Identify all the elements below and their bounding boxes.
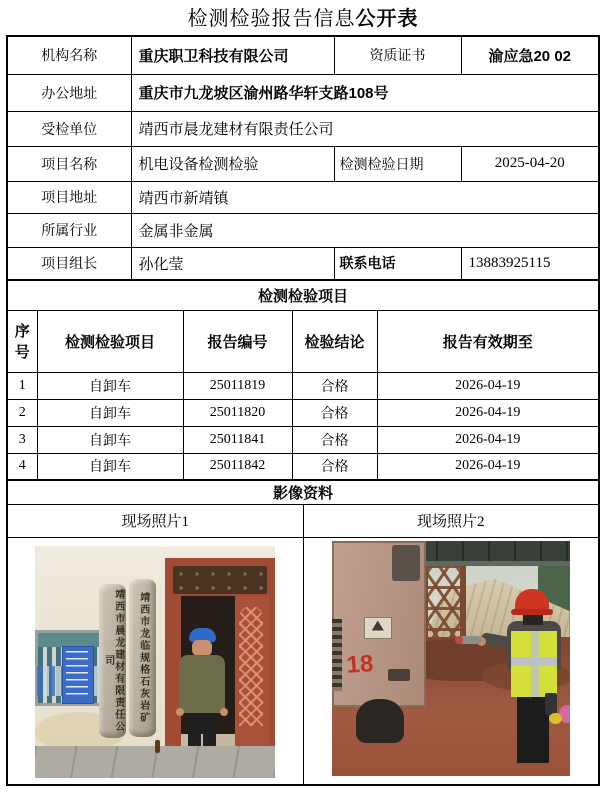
dump-truck xyxy=(332,541,426,746)
info-table xyxy=(6,35,600,281)
industry-label: 所属行业 xyxy=(7,213,131,247)
project-leader-value: 孙化莹 xyxy=(131,247,334,280)
mine-sign-board xyxy=(129,579,156,737)
valid-until-cell: 2026-04-19 xyxy=(377,426,599,453)
project-address-label: 项目地址 xyxy=(7,181,131,213)
hair xyxy=(523,615,543,625)
black-pants xyxy=(517,697,549,763)
truck-number: 18 xyxy=(345,649,374,679)
page-title-suffix: 公开表 xyxy=(355,8,419,30)
conclusion-cell: 合格 xyxy=(292,426,377,453)
info-row-org xyxy=(7,36,599,74)
office-address-value: 重庆市九龙坡区渝州路华轩支路108号 xyxy=(131,74,599,111)
company-sign-text: 靖西市晨龙建材有限责任公司 xyxy=(102,588,124,733)
photo1-label: 现场照片1 xyxy=(7,504,303,537)
info-row-industry xyxy=(7,213,599,247)
col-valid-until: 报告有效期至 xyxy=(377,310,599,372)
truck-logo-triangle xyxy=(372,621,384,631)
industry-value: 金属非金属 xyxy=(131,213,599,247)
bottle xyxy=(155,740,160,753)
info-row-leader xyxy=(7,247,599,280)
contact-phone-value: 13883925115 xyxy=(461,247,599,280)
project-name-label: 项目名称 xyxy=(7,146,131,181)
media-section-header-row xyxy=(7,480,599,504)
item-row-2 xyxy=(7,399,599,426)
info-row-project-address xyxy=(7,181,599,213)
valid-until-cell: 2026-04-19 xyxy=(377,453,599,480)
worker-figure xyxy=(505,589,570,759)
photo-row xyxy=(7,537,599,785)
col-seq: 序号 xyxy=(7,310,37,372)
seq-cell: 3 xyxy=(7,426,37,453)
truck-badge xyxy=(364,617,392,639)
inspected-unit-value: 靖西市晨龙建材有限责任公司 xyxy=(131,111,599,146)
site-photo-1 xyxy=(35,546,275,778)
media-table xyxy=(6,479,600,786)
item-cell: 自卸车 xyxy=(37,372,183,399)
org-name-label: 机构名称 xyxy=(7,36,131,74)
hi-vis-vest xyxy=(511,631,557,697)
col-item: 检测检验项目 xyxy=(37,310,183,372)
item-row-3 xyxy=(7,426,599,453)
report-no-cell: 25011820 xyxy=(183,399,292,426)
info-row-inspected-unit xyxy=(7,111,599,146)
seq-cell: 2 xyxy=(7,399,37,426)
info-row-project-name xyxy=(7,146,599,181)
vest-stripe xyxy=(531,631,539,697)
inspection-date-value: 2025-04-20 xyxy=(461,146,599,181)
report-no-cell: 25011842 xyxy=(183,453,292,480)
conclusion-cell: 合格 xyxy=(292,453,377,480)
col-report-no: 报告编号 xyxy=(183,310,292,372)
project-address-value: 靖西市新靖镇 xyxy=(131,181,599,213)
item-cell: 自卸车 xyxy=(37,453,183,480)
media-section-header: 影像资料 xyxy=(7,480,599,504)
truck-handle xyxy=(388,669,410,681)
project-name-value: 机电设备检测检验 xyxy=(131,146,334,181)
hand xyxy=(220,708,228,716)
conclusion-cell: 合格 xyxy=(292,372,377,399)
items-table xyxy=(6,279,600,481)
truck-cab-window xyxy=(392,545,420,581)
items-section-header: 检测检验项目 xyxy=(7,280,599,310)
notice-board-text-lines xyxy=(66,651,88,697)
seq-cell: 4 xyxy=(7,453,37,480)
photo-label-row xyxy=(7,504,599,537)
conclusion-cell: 合格 xyxy=(292,399,377,426)
door-lintel xyxy=(173,566,267,594)
report-no-cell: 25011819 xyxy=(183,372,292,399)
face xyxy=(192,640,212,656)
item-cell: 自卸车 xyxy=(37,399,183,426)
photo2-label: 现场照片2 xyxy=(303,504,599,537)
org-name-value: 重庆职卫科技有限公司 xyxy=(131,36,334,74)
hand xyxy=(176,708,184,716)
report-no-cell: 25011841 xyxy=(183,426,292,453)
contact-phone-label: 联系电话 xyxy=(334,247,461,280)
olive-shirt xyxy=(179,655,225,713)
door-leaf xyxy=(235,596,269,760)
info-row-office-address xyxy=(7,74,599,111)
truck-wheel xyxy=(356,699,404,743)
items-section-header-row xyxy=(7,280,599,310)
office-address-label: 办公地址 xyxy=(7,74,131,111)
valid-until-cell: 2026-04-19 xyxy=(377,399,599,426)
project-leader-label: 项目组长 xyxy=(7,247,131,280)
door-lattice-panel xyxy=(239,606,263,726)
page-title-main: 检测检验报告信息 xyxy=(187,8,356,30)
noise-meter-tip xyxy=(455,636,463,644)
item-cell: 自卸车 xyxy=(37,426,183,453)
tablet-device xyxy=(545,693,557,715)
cert-label: 资质证书 xyxy=(334,36,461,74)
item-row-4 xyxy=(7,453,599,480)
cert-value: 渝应急20 02 xyxy=(461,36,599,74)
company-sign-board xyxy=(99,584,126,738)
site-photo-2 xyxy=(332,541,570,776)
inspection-date-label: 检测检验日期 xyxy=(334,146,461,181)
seq-cell: 1 xyxy=(7,372,37,399)
item-row-1 xyxy=(7,372,599,399)
photo1-cell xyxy=(7,537,303,785)
items-column-header-row xyxy=(7,310,599,372)
valid-until-cell: 2026-04-19 xyxy=(377,372,599,399)
mine-sign-text: 靖西市龙临规格石灰岩矿 xyxy=(137,591,149,724)
photo2-cell xyxy=(303,537,599,785)
notice-board xyxy=(62,646,94,704)
tape-measure xyxy=(549,713,562,724)
inspected-unit-label: 受检单位 xyxy=(7,111,131,146)
page-title xyxy=(0,0,606,35)
col-conclusion: 检验结论 xyxy=(292,310,377,372)
